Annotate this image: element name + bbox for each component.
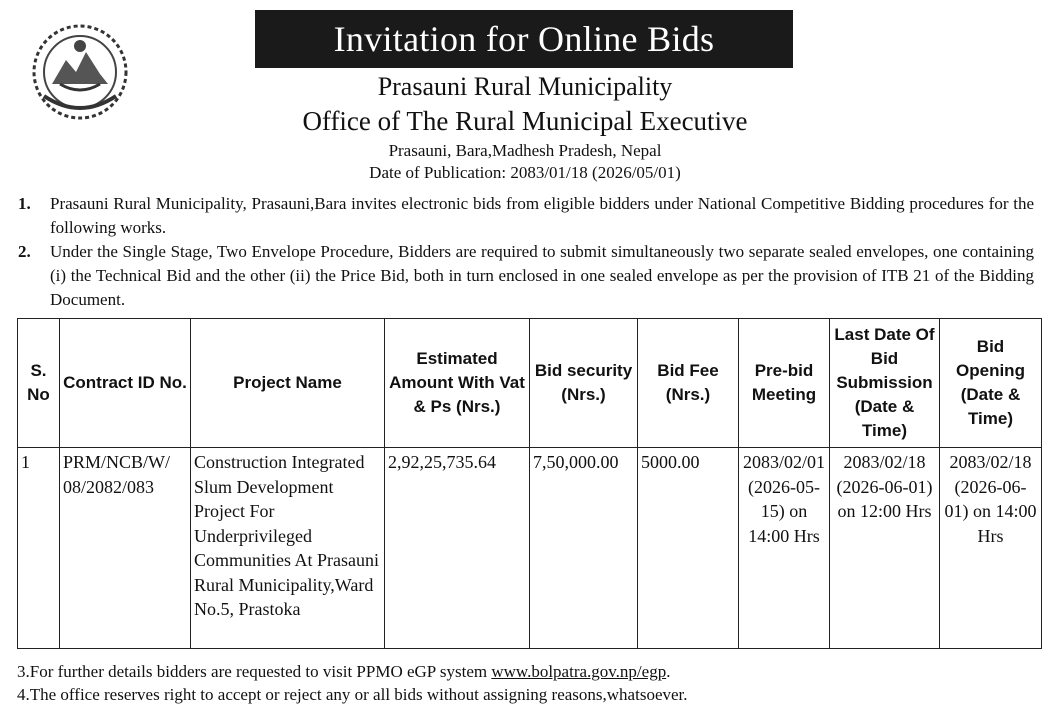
cell-sno: 1 [18, 448, 60, 649]
cell-bid-fee: 5000.00 [638, 448, 739, 649]
header-bid-security: Bid security (Nrs.) [530, 319, 638, 448]
cell-project-name: Construction Integrated Slum Development Project For Underprivileged Communities At Prasauni Rural Municipality,Ward No.5, Prastoka [191, 448, 385, 649]
header-last-submission: Last Date Of Bid Submission (Date & Time) [830, 319, 940, 448]
header-estimated-amount: Estimated Amount With Vat & Ps (Nrs.) [385, 319, 530, 448]
header-contract-id: Contract ID No. [60, 319, 191, 448]
address: Prasauni, Bara,Madhesh Pradesh, Nepal [388, 141, 662, 160]
cell-last-submission: 2083/02/18 (2026-06-01) on 12:00 Hrs [830, 448, 940, 649]
page-title: Invitation for Online Bids [255, 10, 793, 68]
paragraph-number: 1. [18, 194, 31, 213]
cell-pre-bid-meeting: 2083/02/01 (2026-05-15) on 14:00 Hrs [739, 448, 830, 649]
footer-note-3-end: . [666, 662, 671, 681]
header-pre-bid-meeting: Pre-bid Meeting [739, 319, 830, 448]
paragraph-number: 2. [18, 242, 31, 261]
egp-link[interactable]: www.bolpatra.gov.np/egp [491, 662, 667, 681]
cell-estimated-amount: 2,92,25,735.64 [385, 448, 530, 649]
publication-date: Date of Publication: 2083/01/18 (2026/05/01) [369, 163, 681, 182]
paragraph-text: Prasauni Rural Municipality, Prasauni,Bara invites electronic bids from eligible bidders under National Competitive Bidding procedures for the following works. [50, 194, 1034, 237]
bids-table [17, 318, 1042, 649]
cell-contract-id: PRM/NCB/W/ 08/2082/083 [60, 448, 191, 649]
cell-bid-opening: 2083/02/18 (2026-06- 01) on 14:00 Hrs [940, 448, 1042, 649]
paragraph-text: Under the Single Stage, Two Envelope Procedure, Bidders are required to submit simultaneously two separate sealed envelopes, one containing (i) the Technical Bid and the other (ii) the Price Bid, both in turn enclosed in one sealed envelope as per the provision of ITB 21 of the Bidding Document. [50, 242, 1034, 309]
org-name: Prasauni Rural Municipality [377, 72, 673, 101]
header-bid-opening: Bid Opening (Date & Time) [940, 319, 1042, 448]
header-project-name: Project Name [191, 319, 385, 448]
footer-note-3 [17, 661, 670, 683]
header-bid-fee: Bid Fee (Nrs.) [638, 319, 739, 448]
cell-bid-security: 7,50,000.00 [530, 448, 638, 649]
footer-note-3-text: 3.For further details bidders are requested to visit PPMO eGP system [17, 662, 492, 681]
paragraph-1 [18, 192, 1034, 240]
office-name: Office of The Rural Municipal Executive [302, 106, 748, 136]
paragraph-2 [18, 240, 1034, 312]
header-sno: S. No [18, 319, 60, 448]
table-header-row [18, 319, 1042, 448]
footer-note-4: 4.The office reserves right to accept or reject any or all bids without assigning reasons,whatsoever. [17, 685, 688, 704]
table-row [18, 448, 1042, 649]
